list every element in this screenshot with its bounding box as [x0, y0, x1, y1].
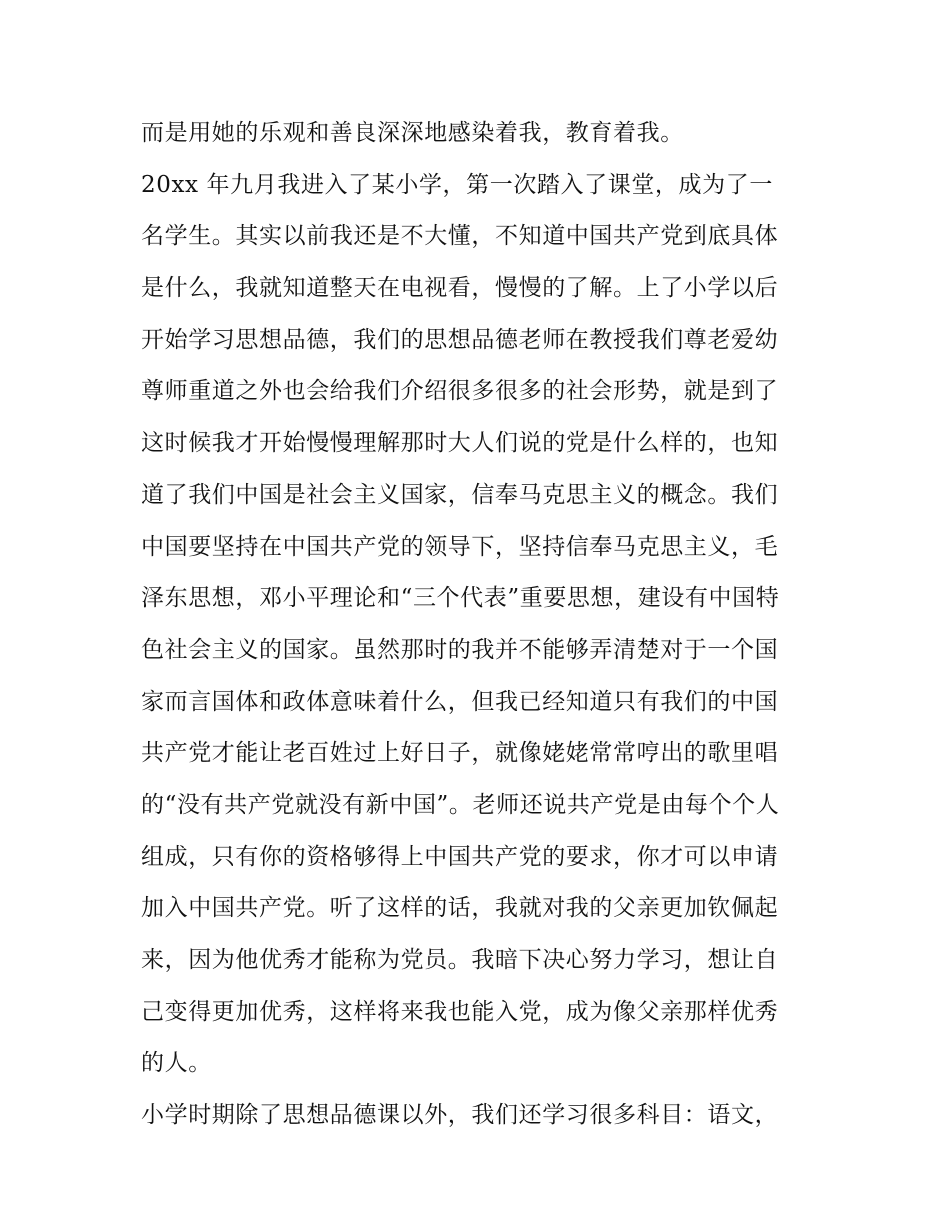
text-line: 的“没有共产党就没有新中国”。老师还说共产党是由每个个人	[141, 791, 780, 818]
text-line: 组成，只有你的资格够得上中国共产党的要求，你才可以申请	[141, 843, 779, 870]
text-line: 开始学习思想品德，我们的思想品德老师在教授我们尊老爱幼	[141, 326, 779, 353]
text-line: 名学生。其实以前我还是不大懂，不知道中国共产党到底具体	[141, 223, 779, 250]
text-line: 这时候我才开始慢慢理解那时大人们说的党是什么样的，也知	[141, 430, 779, 457]
text-line: 尊师重道之外也会给我们介绍很多很多的社会形势，就是到了	[141, 378, 779, 405]
text-line: 道了我们中国是社会主义国家，信奉马克思主义的概念。我们	[141, 481, 779, 508]
text-line: 己变得更加优秀，这样将来我也能入党，成为像父亲那样优秀	[141, 998, 779, 1025]
text-line: 的人。	[141, 1050, 212, 1077]
text-line: 中国要坚持在中国共产党的领导下，坚持信奉马克思主义，毛	[141, 533, 779, 560]
text-line: 小学时期除了思想品德课以外，我们还学习很多科目：语文，	[141, 1102, 779, 1129]
body-text	[141, 108, 821, 1142]
text-line: 家而言国体和政体意味着什么，但我已经知道只有我们的中国	[141, 688, 779, 715]
text-line: 泽东思想，邓小平理论和“三个代表”重要思想，建设有中国特	[141, 585, 780, 612]
text-line: 色社会主义的国家。虽然那时的我并不能够弄清楚对于一个国	[141, 636, 779, 663]
text-line: 20xx 年九月我进入了某小学，第一次踏入了课堂，成为了一	[141, 171, 773, 198]
text-line: 共产党才能让老百姓过上好日子，就像姥姥常常哼出的歌里唱	[141, 740, 779, 767]
text-line: 而是用她的乐观和善良深深地感染着我，教育着我。	[141, 120, 684, 146]
text-line: 来，因为他优秀才能称为党员。我暗下决心努力学习，想让自	[141, 947, 779, 973]
text-line: 加入中国共产党。听了这样的话，我就对我的父亲更加钦佩起	[141, 895, 779, 922]
text-line: 是什么，我就知道整天在电视看，慢慢的了解。上了小学以后	[141, 275, 779, 302]
